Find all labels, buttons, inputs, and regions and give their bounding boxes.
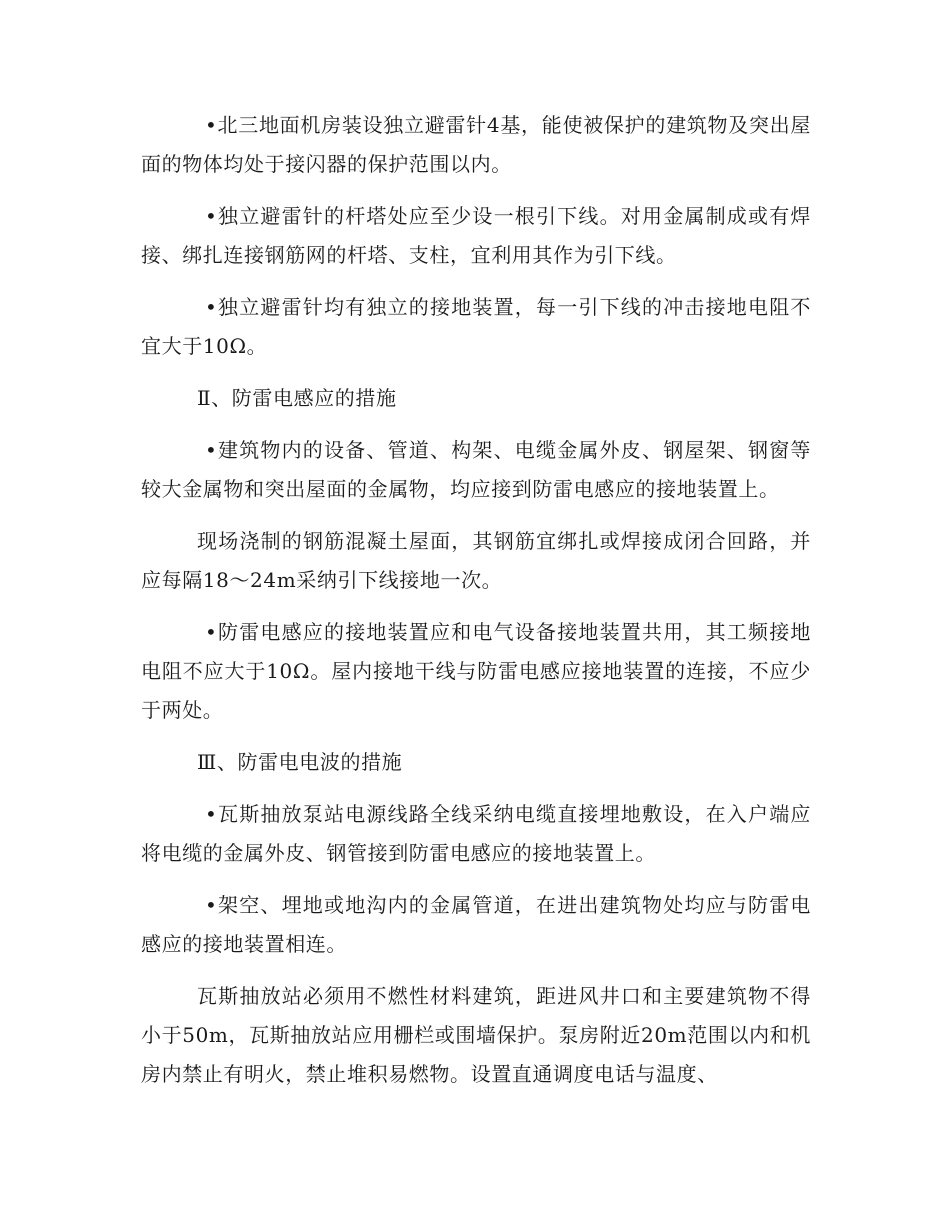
section-heading-induction: Ⅱ、防雷电感应的措施 [197, 386, 397, 410]
paragraph-metal-pipes: •架空、埋地或地沟内的金属管道，在进出建筑物处均应与防雷电感应的接地装置相连。 [141, 893, 811, 956]
section-heading-surge: Ⅲ、防雷电电波的措施 [197, 750, 403, 774]
paragraph-grounding-resistance: •独立避雷针均有独立的接地装置，每一引下线的冲击接地电阻不宜大于10Ω。 [141, 295, 811, 358]
document-body [141, 106, 811, 1107]
paragraph-pump-station: 瓦斯抽放站必须用不燃性材料建筑，距进风井口和主要建筑物不得小于50m，瓦斯抽放站应用栅栏或围墙保护。泵房附近20m范围以内和机房内禁止有明火，禁止堆积易燃物。设置直通调度电话与温度、 [141, 984, 811, 1086]
paragraph-metal-objects: •建筑物内的设备、管道、构架、电缆金属外皮、钢屋架、钢窗等较大金属物和突出屋面的金属物，均应接到防雷电感应的接地装置上。 [141, 438, 811, 501]
paragraph-concrete-roof: 现场浇制的钢筋混凝土屋面，其钢筋宜绑扎或焊接成闭合回路，并应每隔18～24m采纳引下线接地一次。 [141, 529, 811, 592]
paragraph-lightning-rods: •北三地面机房装设独立避雷针4基，能使被保护的建筑物及突出屋面的物体均处于接闪器的保护范围以内。 [141, 113, 811, 176]
paragraph-shared-grounding: •防雷电感应的接地装置应和电气设备接地装置共用，其工频接地电阻不应大于10Ω。屋内接地干线与防雷电感应接地装置的连接，不应少于两处。 [141, 620, 811, 722]
paragraph-power-cable: •瓦斯抽放泵站电源线路全线采纳电缆直接埋地敷设，在入户端应将电缆的金属外皮、钢管接到防雷电感应的接地装置上。 [141, 802, 811, 865]
paragraph-down-conductor: •独立避雷针的杆塔处应至少设一根引下线。对用金属制成或有焊接、绑扎连接钢筋网的杆塔、支柱，宜利用其作为引下线。 [141, 204, 811, 267]
